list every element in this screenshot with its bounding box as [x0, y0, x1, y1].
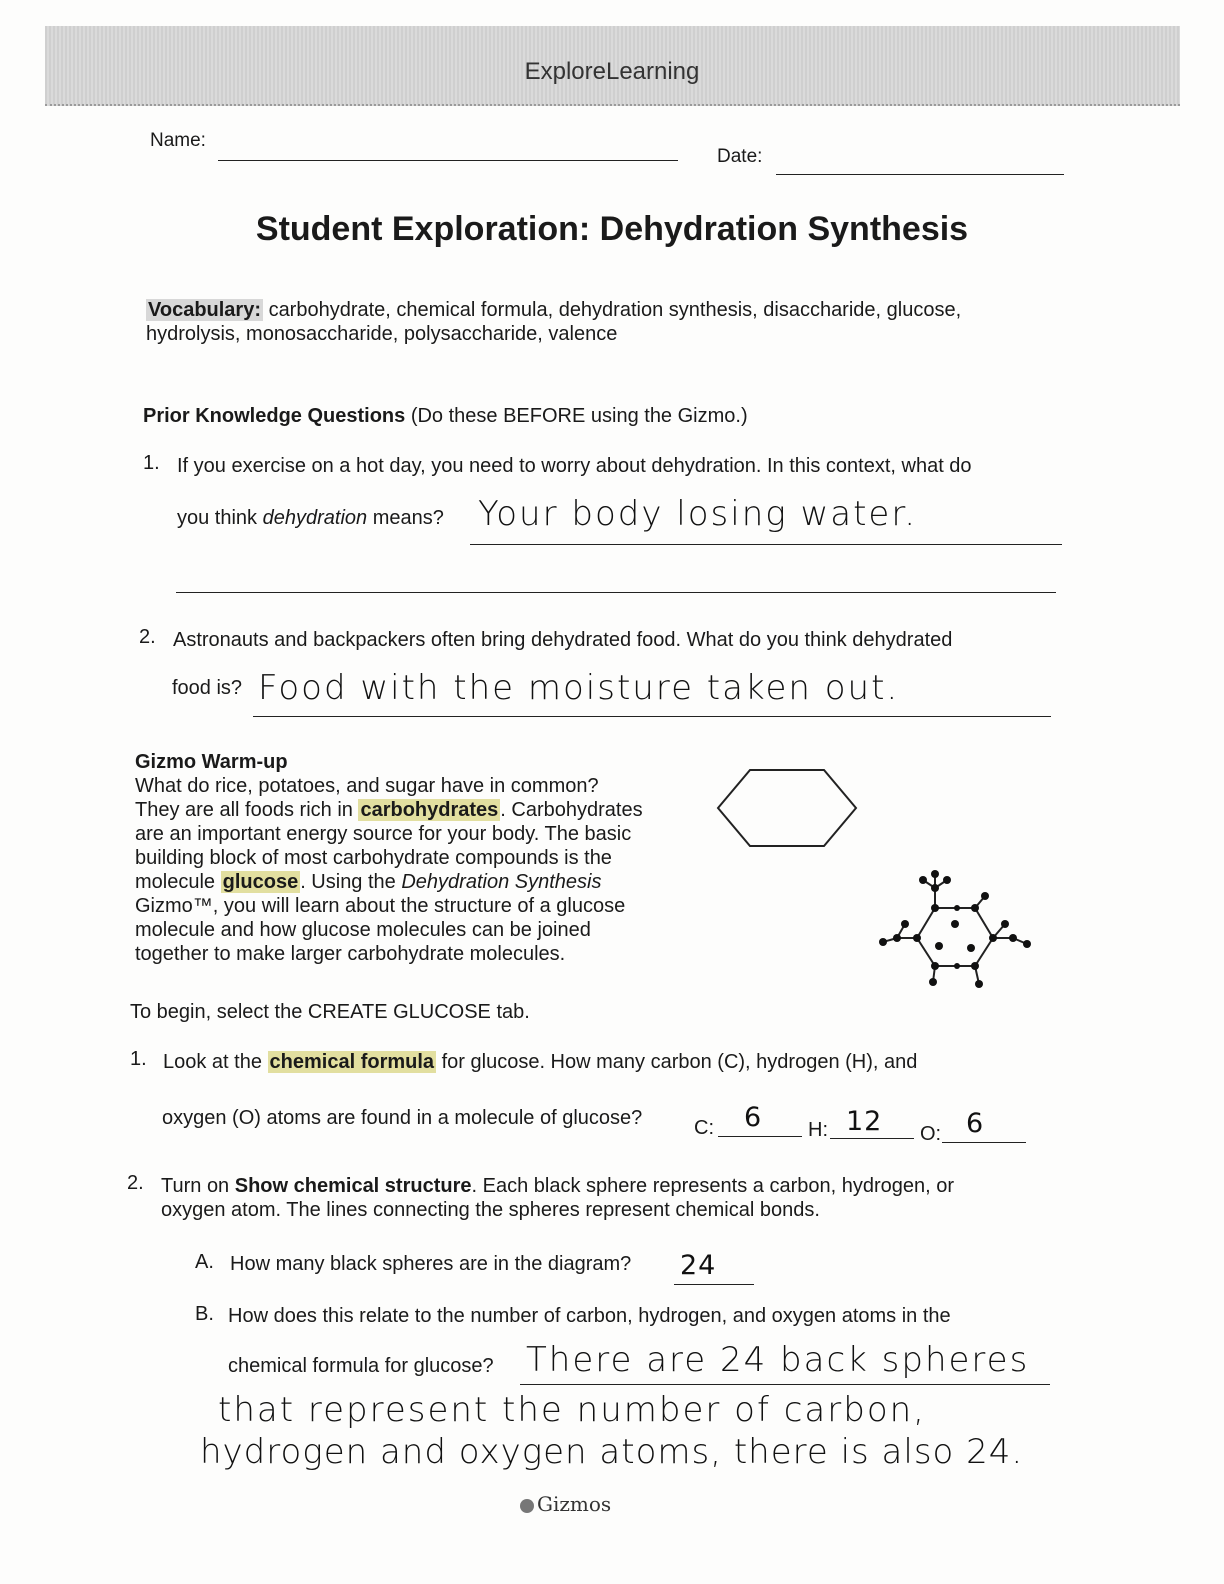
o-answer-line[interactable]: [942, 1142, 1026, 1143]
warmup-block: [135, 750, 695, 966]
q2b-line2: chemical formula for glucose?: [228, 1355, 494, 1377]
c-answer-line[interactable]: [718, 1136, 802, 1137]
vocabulary-label: Vocabulary:: [148, 299, 261, 321]
q2-number: 2.: [127, 1172, 144, 1194]
gizmos-logo-icon: [520, 1499, 534, 1513]
warmup-line5-em: Dehydration Synthesis: [401, 871, 602, 893]
q2-bold: Show chemical structure: [234, 1175, 472, 1197]
pk-q1-answer-line[interactable]: [470, 544, 1062, 545]
warmup-line7: molecule and how glucose molecules can be joined: [135, 919, 591, 941]
pk-q2-answer: Food with the moisture taken out.: [258, 668, 900, 708]
warmup-line1: What do rice, potatoes, and sugar have in common?: [135, 775, 599, 797]
brand-logo: ExploreLearning: [524, 58, 700, 85]
gizmos-logo-text: Gizmos: [537, 1492, 612, 1516]
q1-line1: [163, 1050, 917, 1074]
name-label: Name:: [150, 130, 206, 151]
pk-q1-line2-em: dehydration: [262, 507, 368, 529]
pk-q1-answer-line2[interactable]: [176, 592, 1056, 593]
q2a-answer: 24: [680, 1250, 717, 1281]
begin-instruction: To begin, select the CREATE GLUCOSE tab.: [130, 1001, 530, 1023]
h-label: H:: [808, 1119, 828, 1141]
warmup-line2-pre: They are all foods rich in: [135, 799, 353, 821]
glucose-molecule-diagram: [875, 868, 1040, 993]
hexagon-diagram: [712, 766, 862, 852]
q1-number: 1.: [130, 1048, 147, 1070]
o-label: O:: [920, 1123, 942, 1145]
name-line[interactable]: [218, 160, 678, 161]
q2b-answer-line2: that represent the number of carbon,: [218, 1390, 926, 1430]
pk-q2-line2: food is?: [172, 677, 243, 699]
o-answer: 6: [966, 1108, 985, 1139]
pk-q2-line1: Astronauts and backpackers often bring dehydrated food. What do you think dehydrated: [173, 629, 953, 651]
gizmos-footer-logo: [520, 1492, 611, 1516]
pk-q1-line2: [177, 506, 444, 530]
q2-text: [161, 1174, 1061, 1222]
pk-q1-line1: If you exercise on a hot day, you need to worry about dehydration. In this context, what do: [177, 455, 972, 477]
h-answer-line[interactable]: [830, 1138, 914, 1139]
date-line[interactable]: [776, 174, 1064, 175]
q2b-answer-line[interactable]: [520, 1384, 1050, 1385]
q2b-answer-line1: There are 24 back spheres: [526, 1340, 1030, 1380]
q1-pre: Look at the: [163, 1051, 262, 1073]
pk-q1-answer: Your body losing water.: [478, 494, 918, 534]
page-title: Student Exploration: Dehydration Synthesis: [255, 210, 969, 248]
pk-q1-number: 1.: [143, 452, 160, 474]
pk-q2-answer-line[interactable]: [253, 716, 1051, 717]
warmup-line6: Gizmo™, you will learn about the structure of a glucose: [135, 895, 626, 917]
q2-pre: Turn on: [161, 1175, 230, 1197]
vocabulary: [146, 298, 1046, 346]
pk-q1-line2-post: means?: [372, 507, 444, 529]
glucose-highlight: glucose: [222, 871, 299, 893]
warmup-line3: are an important energy source for your body. The basic: [135, 823, 632, 845]
prior-knowledge-title: Prior Knowledge Questions: [143, 405, 406, 427]
q1-line2: oxygen (O) atoms are found in a molecule of glucose?: [162, 1107, 643, 1129]
date-label: Date:: [717, 146, 763, 167]
chemical-formula-highlight: chemical formula: [269, 1051, 435, 1073]
carbohydrates-highlight: carbohydrates: [360, 799, 499, 821]
warmup-line5-pre: molecule: [135, 871, 216, 893]
warmup-line8: together to make larger carbohydrate molecules.: [135, 943, 566, 965]
warmup-line5-mid: . Using the: [300, 871, 396, 893]
q2b-label: B.: [195, 1303, 214, 1325]
warmup-line2-post: . Carbohydrates: [500, 799, 643, 821]
vocabulary-line2: hydrolysis, monosaccharide, polysaccharide, valence: [146, 323, 618, 345]
h-answer: 12: [846, 1106, 883, 1137]
q2b-answer-line3: hydrogen and oxygen atoms, there is also 24.: [200, 1432, 1024, 1472]
c-answer: 6: [744, 1102, 763, 1133]
warmup-heading: Gizmo Warm-up: [135, 751, 288, 773]
q2a-label: A.: [195, 1251, 214, 1273]
pk-q1-line2-pre: you think: [177, 507, 258, 529]
prior-knowledge-note: (Do these BEFORE using the Gizmo.): [410, 405, 748, 427]
prior-knowledge-heading: [143, 404, 748, 428]
q2-post: . Each black sphere represents a carbon, hydrogen, or: [471, 1175, 954, 1197]
q2a-answer-line[interactable]: [674, 1284, 754, 1285]
q2a-text: How many black spheres are in the diagram?: [230, 1253, 632, 1275]
pk-q2-number: 2.: [139, 626, 156, 648]
q1-post: for glucose. How many carbon (C), hydrogen (H), and: [441, 1051, 918, 1073]
q2-line2: oxygen atom. The lines connecting the spheres represent chemical bonds.: [161, 1199, 820, 1221]
q2b-line1: How does this relate to the number of carbon, hydrogen, and oxygen atoms in the: [228, 1305, 951, 1327]
vocabulary-line1: carbohydrate, chemical formula, dehydration synthesis, disaccharide, glucose,: [268, 299, 962, 321]
warmup-line4: building block of most carbohydrate compounds is the: [135, 847, 612, 869]
c-label: C:: [694, 1117, 714, 1139]
